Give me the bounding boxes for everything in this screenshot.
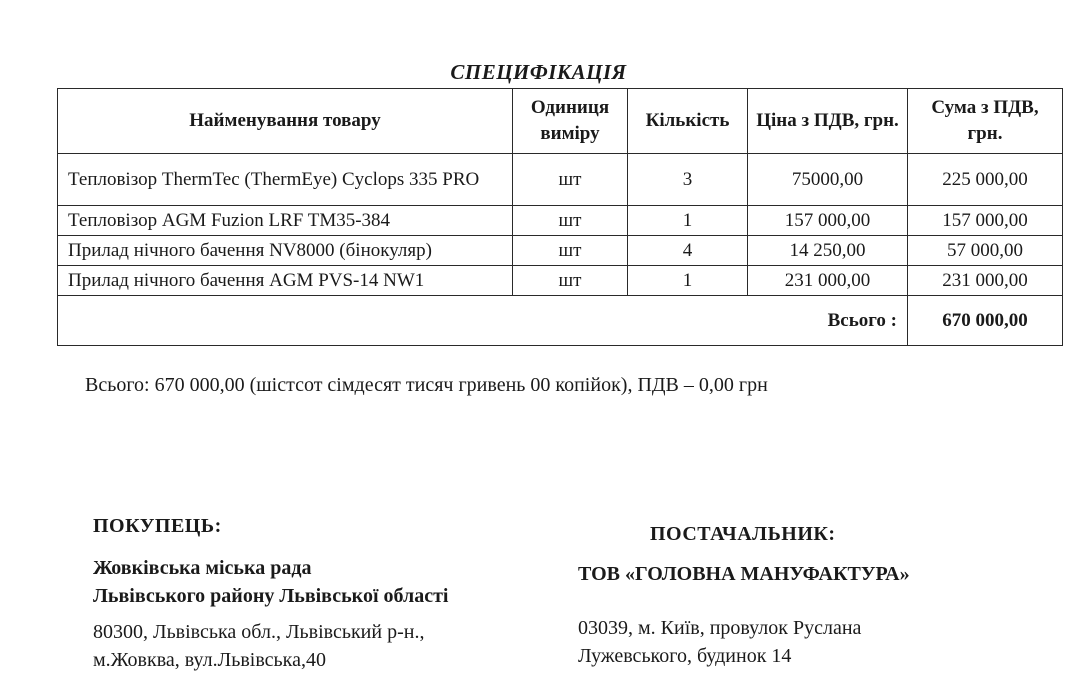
- unit-cell: шт: [513, 266, 628, 296]
- table-header-row: [58, 89, 1063, 154]
- buyer-address-line: м.Жовква, вул.Львівська,40: [93, 649, 326, 671]
- buyer-org-line: Львівського району Львівської області: [93, 585, 449, 607]
- table-row: [58, 206, 1063, 236]
- seller-address-line: Лужевського, будинок 14: [578, 645, 792, 667]
- buyer-address: [93, 618, 448, 674]
- buyer-block: [93, 512, 448, 674]
- buyer-organization: [93, 554, 448, 610]
- buyer-org-line: Жовківська міська рада: [93, 557, 312, 579]
- quantity-cell: 4: [628, 236, 748, 266]
- seller-heading: ПОСТАЧАЛЬНИК:: [650, 523, 836, 545]
- product-name-cell: Тепловізор AGM Fuzion LRF TM35-384: [58, 206, 513, 236]
- total-row: [58, 296, 1063, 346]
- price-cell: 14 250,00: [748, 236, 908, 266]
- total-label: Всього :: [58, 296, 908, 346]
- header-product-name: Найменування товару: [58, 89, 513, 154]
- buyer-heading: ПОКУПЕЦЬ:: [93, 515, 222, 537]
- header-quantity: Кількість: [628, 89, 748, 154]
- product-name-cell: Прилад нічного бачення AGM PVS-14 NW1: [58, 266, 513, 296]
- sum-cell: 57 000,00: [908, 236, 1063, 266]
- table-row: [58, 266, 1063, 296]
- seller-organization: ТОВ «ГОЛОВНА МАНУФАКТУРА»: [578, 563, 910, 585]
- header-price: Ціна з ПДВ, грн.: [748, 89, 908, 154]
- total-summary-text: Всього: 670 000,00 (шістсот сімдесят тисяч гривень 00 копійок), ПДВ – 0,00 грн: [85, 374, 768, 396]
- sum-cell: 231 000,00: [908, 266, 1063, 296]
- price-cell: 157 000,00: [748, 206, 908, 236]
- product-name-cell: Прилад нічного бачення NV8000 (бінокуляр): [58, 236, 513, 266]
- seller-address: [578, 614, 910, 670]
- header-sum: Сума з ПДВ, грн.: [908, 89, 1063, 154]
- product-name-cell: Тепловізор ThermTec (ThermEye) Cyclops 335 PRO: [58, 154, 513, 206]
- sum-cell: 157 000,00: [908, 206, 1063, 236]
- header-unit: Одиниця виміру: [513, 89, 628, 154]
- table-row: [58, 236, 1063, 266]
- quantity-cell: 1: [628, 206, 748, 236]
- sum-cell: 225 000,00: [908, 154, 1063, 206]
- unit-cell: шт: [513, 154, 628, 206]
- table-row: [58, 154, 1063, 206]
- quantity-cell: 3: [628, 154, 748, 206]
- total-value: 670 000,00: [908, 296, 1063, 346]
- unit-cell: шт: [513, 206, 628, 236]
- seller-block: [578, 520, 910, 670]
- buyer-address-line: 80300, Львівська обл., Львівський р-н.,: [93, 621, 425, 643]
- price-cell: 231 000,00: [748, 266, 908, 296]
- specification-table: [57, 88, 1063, 346]
- unit-cell: шт: [513, 236, 628, 266]
- quantity-cell: 1: [628, 266, 748, 296]
- price-cell: 75000,00: [748, 154, 908, 206]
- specification-title: СПЕЦИФІКАЦІЯ: [450, 60, 627, 84]
- seller-address-line: 03039, м. Київ, провулок Руслана: [578, 617, 862, 639]
